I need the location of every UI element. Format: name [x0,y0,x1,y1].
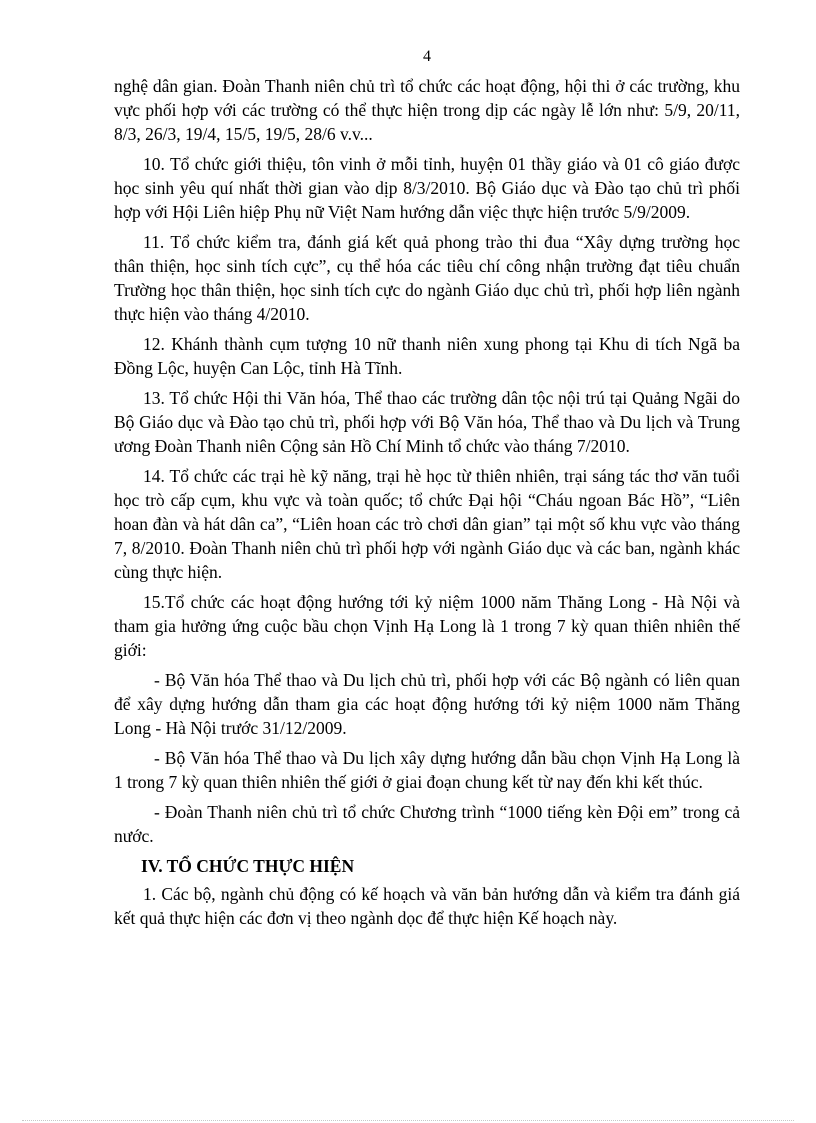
paragraph-item-14: 14. Tổ chức các trại hè kỹ năng, trại hè học từ thiên nhiên, trại sáng tác thơ văn tuổi học trò cấp cụm, khu vực và toàn quốc; tổ chức Đại hội “Cháu ngoan Bác Hồ”, “Liên hoan đàn và hát dân ca”, “Liên hoan các trò chơi dân gian” tại một số khu vực vào tháng 7, 8/2010. Đoàn Thanh niên chủ trì phối hợp với ngành Giáo dục và các ban, ngành khác cùng thực hiện. [114,466,740,582]
paragraph-item-11: 11. Tổ chức kiểm tra, đánh giá kết quả phong trào thi đua “Xây dựng trường học thân thiện, học sinh tích cực”, cụ thể hóa các tiêu chí công nhận trường đạt tiêu chuẩn Trường học thân thiện, học sinh tích cực do ngành Giáo dục chủ trì, phối hợp liên ngành thực hiện vào tháng 4/2010. [114,232,740,324]
paragraph-item-13: 13. Tổ chức Hội thi Văn hóa, Thể thao các trường dân tộc nội trú tại Quảng Ngãi do Bộ Giáo dục và Đào tạo chủ trì, phối hợp với Bộ Văn hóa, Thể thao và Du lịch và Trung ương Đoàn Thanh niên Cộng sản Hồ Chí Minh tổ chức vào tháng 7/2010. [114,388,740,456]
page-bottom-divider [22,1120,794,1121]
document-body [114,74,740,936]
paragraph-item-10: 10. Tổ chức giới thiệu, tôn vinh ở mỗi tỉnh, huyện 01 thầy giáo và 01 cô giáo được học sinh yêu quí nhất thời gian vào dịp 8/3/2010. Bộ Giáo dục và Đào tạo chủ trì phối hợp với Hội Liên hiệp Phụ nữ Việt Nam hướng dẫn việc thực hiện trước 5/9/2009. [114,154,740,222]
section-paragraph: 1. Các bộ, ngành chủ động có kế hoạch và văn bản hướng dẫn và kiểm tra đánh giá kết quả thực hiện các đơn vị theo ngành dọc để thực hiện Kế hoạch này. [114,884,740,928]
paragraph-continuation: nghệ dân gian. Đoàn Thanh niên chủ trì tổ chức các hoạt động, hội thi ở các trường, khu vực phối hợp với các trường có thể thực hiện trong dịp các ngày lễ lớn như: 5/9, 20/11, 8/3, 26/3, 19/4, 15/5, 19/5, 28/6 v.v... [114,76,740,144]
page-number: 4 [423,48,431,65]
sub-item-bullet: - Bộ Văn hóa Thể thao và Du lịch chủ trì, phối hợp với các Bộ ngành có liên quan để xây dựng hướng dẫn tham gia các hoạt động hướng tới kỷ niệm 1000 năm Thăng Long - Hà Nội trước 31/12/2009. [114,670,740,738]
paragraph-item-12: 12. Khánh thành cụm tượng 10 nữ thanh niên xung phong tại Khu di tích Ngã ba Đồng Lộc, huyện Can Lộc, tỉnh Hà Tĩnh. [114,334,740,378]
paragraph-item-15: 15.Tổ chức các hoạt động hướng tới kỷ niệm 1000 năm Thăng Long - Hà Nội và tham gia hưởng ứng cuộc bầu chọn Vịnh Hạ Long là 1 trong 7 kỳ quan thiên nhiên thế giới: [114,592,740,660]
sub-item-bullet: - Bộ Văn hóa Thể thao và Du lịch xây dựng hướng dẫn bầu chọn Vịnh Hạ Long là 1 trong 7 kỳ quan thiên nhiên thế giới ở giai đoạn chung kết từ nay đến khi kết thúc. [114,748,740,792]
sub-item-bullet: - Đoàn Thanh niên chủ trì tổ chức Chương trình “1000 tiếng kèn Đội em” trong cả nước. [114,802,740,846]
section-heading: IV. TỔ CHỨC THỰC HIỆN [141,856,355,876]
